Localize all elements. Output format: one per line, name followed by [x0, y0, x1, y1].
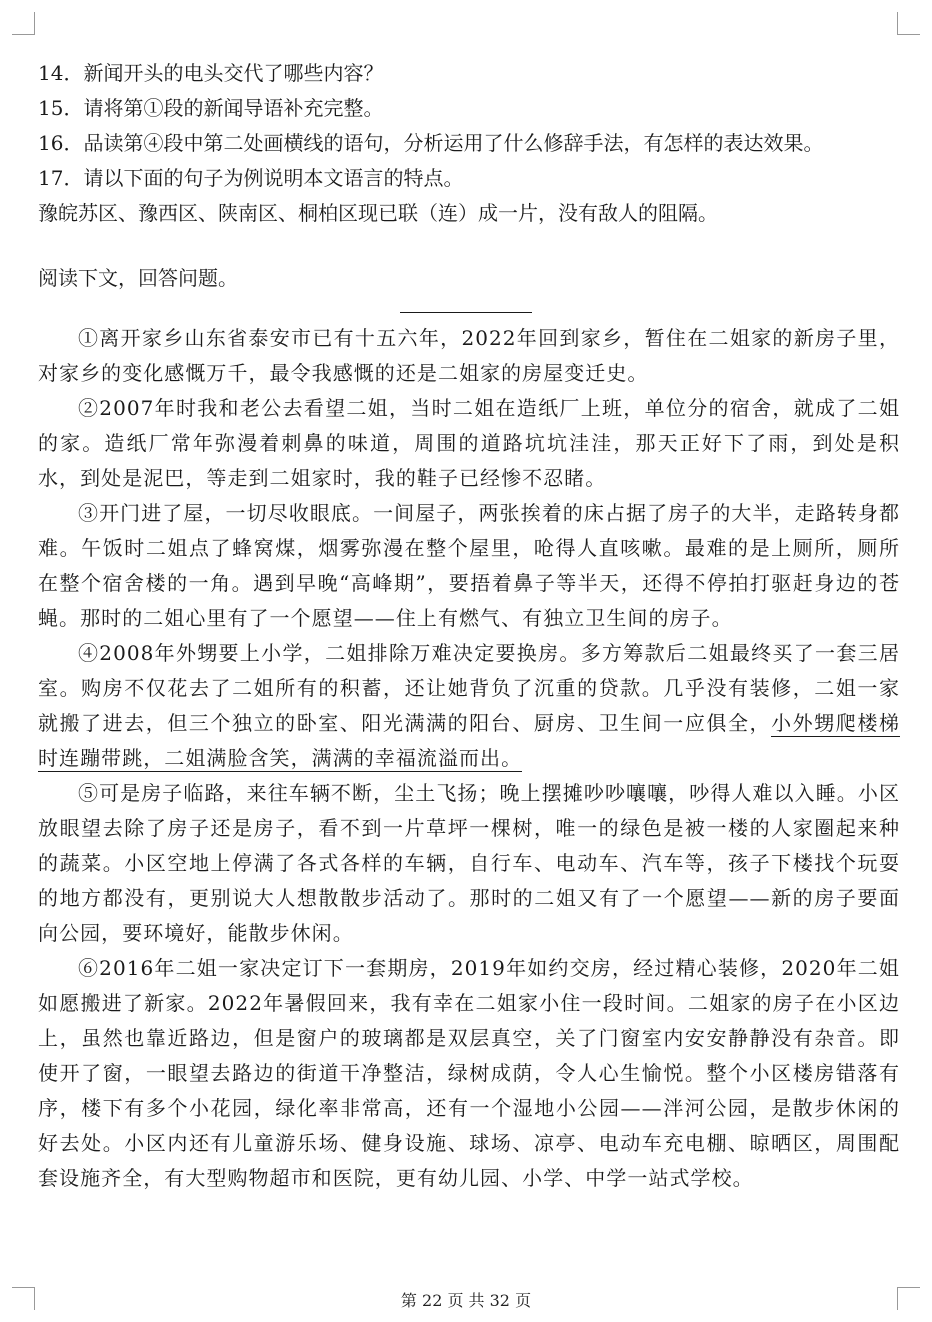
crop-mark-top-left — [12, 12, 35, 35]
paragraph-3: ③开门进了屋，一切尽收眼底。一间屋子，两张挨着的床占据了房子的大半，走路转身都难。午饭时二姐点了蜂窝煤，烟雾弥漫在整个屋里，呛得人直咳嗽。最难的是上厕所，厕所在整个宿舍楼的一角。遇到早晚“高峰期”，要捂着鼻子等半天，还得不停拍打驱赶身边的苍蝇。那时的二姐心里有了一个愿望——住上有燃气、有独立卫生间的房子。 — [38, 501, 900, 630]
article-title-blank — [400, 312, 532, 313]
page-content — [38, 56, 900, 1196]
paragraph-4-text: ④2008年外甥要上小学，二姐排除万难决定要换房。多方筹款后二姐最终买了一套三居室。购房不仅花去了二姐所有的积蓄，还让她背负了沉重的贷款。几乎没有装修，二姐一家就搬了进去，但三个独立的卧室、阳光满满的阳台、厨房、卫生间一应俱全， — [38, 641, 900, 735]
crop-mark-top-right — [897, 12, 920, 35]
question-14: 14．新闻开头的电头交代了哪些内容？ — [38, 61, 384, 85]
paragraph-1: ①离开家乡山东省泰安市已有十五六年，2022年回到家乡，暂住在二姐家的新房子里，对家乡的变化感慨万千，最令我感慨的还是二姐家的房屋变迁史。 — [38, 326, 900, 385]
question-17: 17．请以下面的句子为例说明本文语言的特点。 — [38, 166, 464, 190]
paragraph-5: ⑤可是房子临路，来往车辆不断，尘土飞扬；晚上摆摊吵吵嚷嚷，吵得人难以入睡。小区放眼望去除了房子还是房子，看不到一片草坪一棵树，唯一的绿色是被一楼的人家圈起来种的蔬菜。小区空地上停满了各式各样的车辆，自行车、电动车、汽车等，孩子下楼找个玩耍的地方都没有，更别说大人想散散步活动了。那时的二姐又有了一个愿望——新的房子要面向公园，要环境好，能散步休闲。 — [38, 781, 900, 945]
example-sentence: 豫皖苏区、豫西区、陕南区、桐柏区现已联（连）成一片，没有敌人的阻隔。 — [38, 201, 718, 225]
page-footer: 第 22 页 共 32 页 — [400, 1291, 532, 1310]
paragraph-6: ⑥2016年二姐一家决定订下一套期房，2019年如约交房，经过精心装修，2020年二姐如愿搬进了新家。2022年暑假回来，我有幸在二姐家小住一段时间。二姐家的房子在小区边上，虽然也靠近路边，但是窗户的玻璃都是双层真空，关了门窗室内安安静静没有杂音。即使开了窗，一眼望去路边的街道干净整洁，绿树成荫，令人心生愉悦。整个小区楼房错落有序，楼下有多个小花园，绿化率非常高，还有一个湿地小公园——泮河公园，是散步休闲的好去处。小区内还有儿童游乐场、健身设施、球场、凉亭、电动车充电棚、晾晒区，周围配套设施齐全，有大型购物超市和医院，更有幼儿园、小学、中学一站式学校。 — [38, 956, 900, 1190]
reading-instruction: 阅读下文，回答问题。 — [38, 266, 238, 290]
question-16: 16．品读第④段中第二处画横线的语句，分析运用了什么修辞手法，有怎样的表达效果。 — [38, 131, 824, 155]
paragraph-4 — [38, 636, 900, 776]
article — [38, 321, 900, 1196]
question-15: 15．请将第①段的新闻导语补充完整。 — [38, 96, 384, 120]
underlined-sentence: 小外甥爬楼梯时连蹦带跳，二姐满脸含笑，满满的幸福流溢而出。 — [38, 711, 900, 770]
paragraph-2: ②2007年时我和老公去看望二姐，当时二姐在造纸厂上班，单位分的宿舍，就成了二姐的家。造纸厂常年弥漫着刺鼻的味道，周围的道路坑坑洼洼，那天正好下了雨，到处是积水，到处是泥巴，等走到二姐家时，我的鞋子已经惨不忍睹。 — [38, 396, 900, 490]
